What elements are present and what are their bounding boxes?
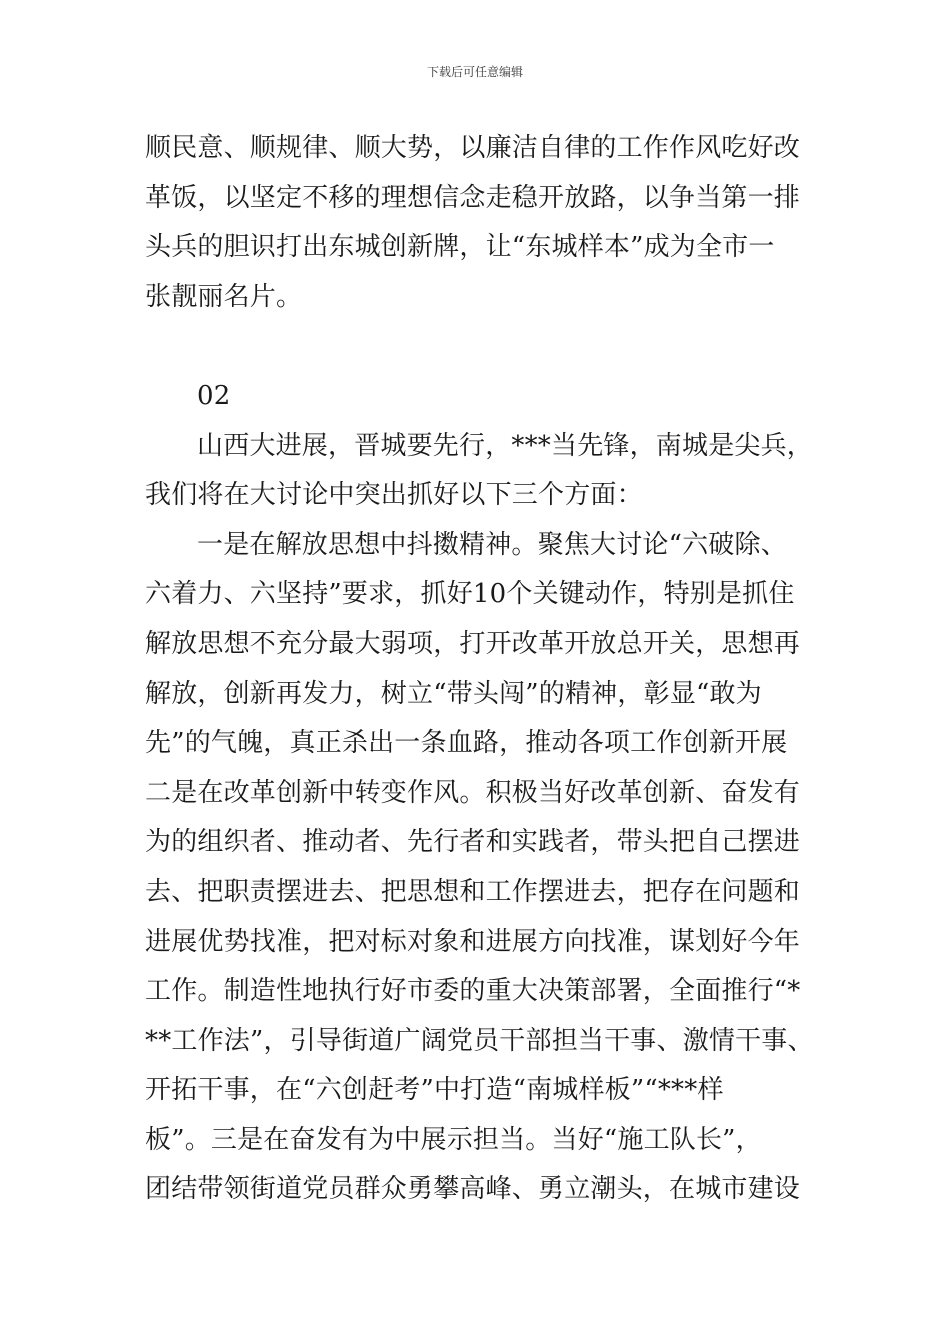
paragraph-gap <box>145 322 825 372</box>
text-line: 板”。三是在奋发有为中展示担当。当好“施工队长”， <box>145 1124 762 1155</box>
text-line: 一是在解放思想中抖擞精神。聚焦大讨论“六破除、 <box>197 529 787 560</box>
text-line: 开拓干事，在“六创赶考”中打造“南城样板”“***样 <box>145 1075 724 1106</box>
text-line: 二是在改革创新中转变作风。积极当好改革创新、奋发有 <box>145 777 801 808</box>
text-line: 解放思想不充分最大弱项，打开改革开放总开关，思想再 <box>145 628 801 659</box>
text-line: 解放，创新再发力，树立“带头闯”的精神，彰显“敢为 <box>145 678 762 709</box>
text-line: 头兵的胆识打出东城创新牌，让“东城样本”成为全市一 <box>145 232 775 263</box>
text-line: 为的组织者、推动者、先行者和实践者，带头把自己摆进 <box>145 827 801 858</box>
page-header: 下载后可任意编辑 <box>426 65 523 79</box>
text-line: 团结带领街道党员群众勇攀高峰、勇立潮头，在城市建设 <box>145 1174 801 1205</box>
text-line: 先”的气魄，真正杀出一条血路，推动各项工作创新开展 <box>145 728 788 759</box>
text-line: 山西大进展，晋城要先行，***当先锋，南城是尖兵， <box>197 430 814 461</box>
text-line: 张靓丽名片。 <box>145 281 303 312</box>
paragraph-2 <box>145 422 825 521</box>
document-body <box>145 124 825 1215</box>
paragraph-1 <box>145 124 825 322</box>
text-line: **工作法”，引导街道广阔党员干部担当干事、激情干事、 <box>145 1025 814 1056</box>
section-number: 02 <box>197 380 231 411</box>
text-line: 工作。制造性地执行好市委的重大决策部署，全面推行“* <box>145 976 801 1007</box>
text-line: 顺民意、顺规律、顺大势，以廉洁自律的工作作风吃好改 <box>145 133 801 163</box>
text-line: 革饭，以坚定不移的理想信念走稳开放路，以争当第一排 <box>145 182 801 213</box>
text-line: 我们将在大讨论中突出抓好以下三个方面： <box>145 480 643 511</box>
text-line: 六着力、六坚持”要求，抓好10个关键动作，特别是抓住 <box>145 579 795 610</box>
text-line: 去、把职责摆进去、把思想和工作摆进去，把存在问题和 <box>145 876 801 907</box>
text-line: 进展优势找准，把对标对象和进展方向找准，谋划好今年 <box>145 926 801 957</box>
paragraph-3 <box>145 521 825 1215</box>
